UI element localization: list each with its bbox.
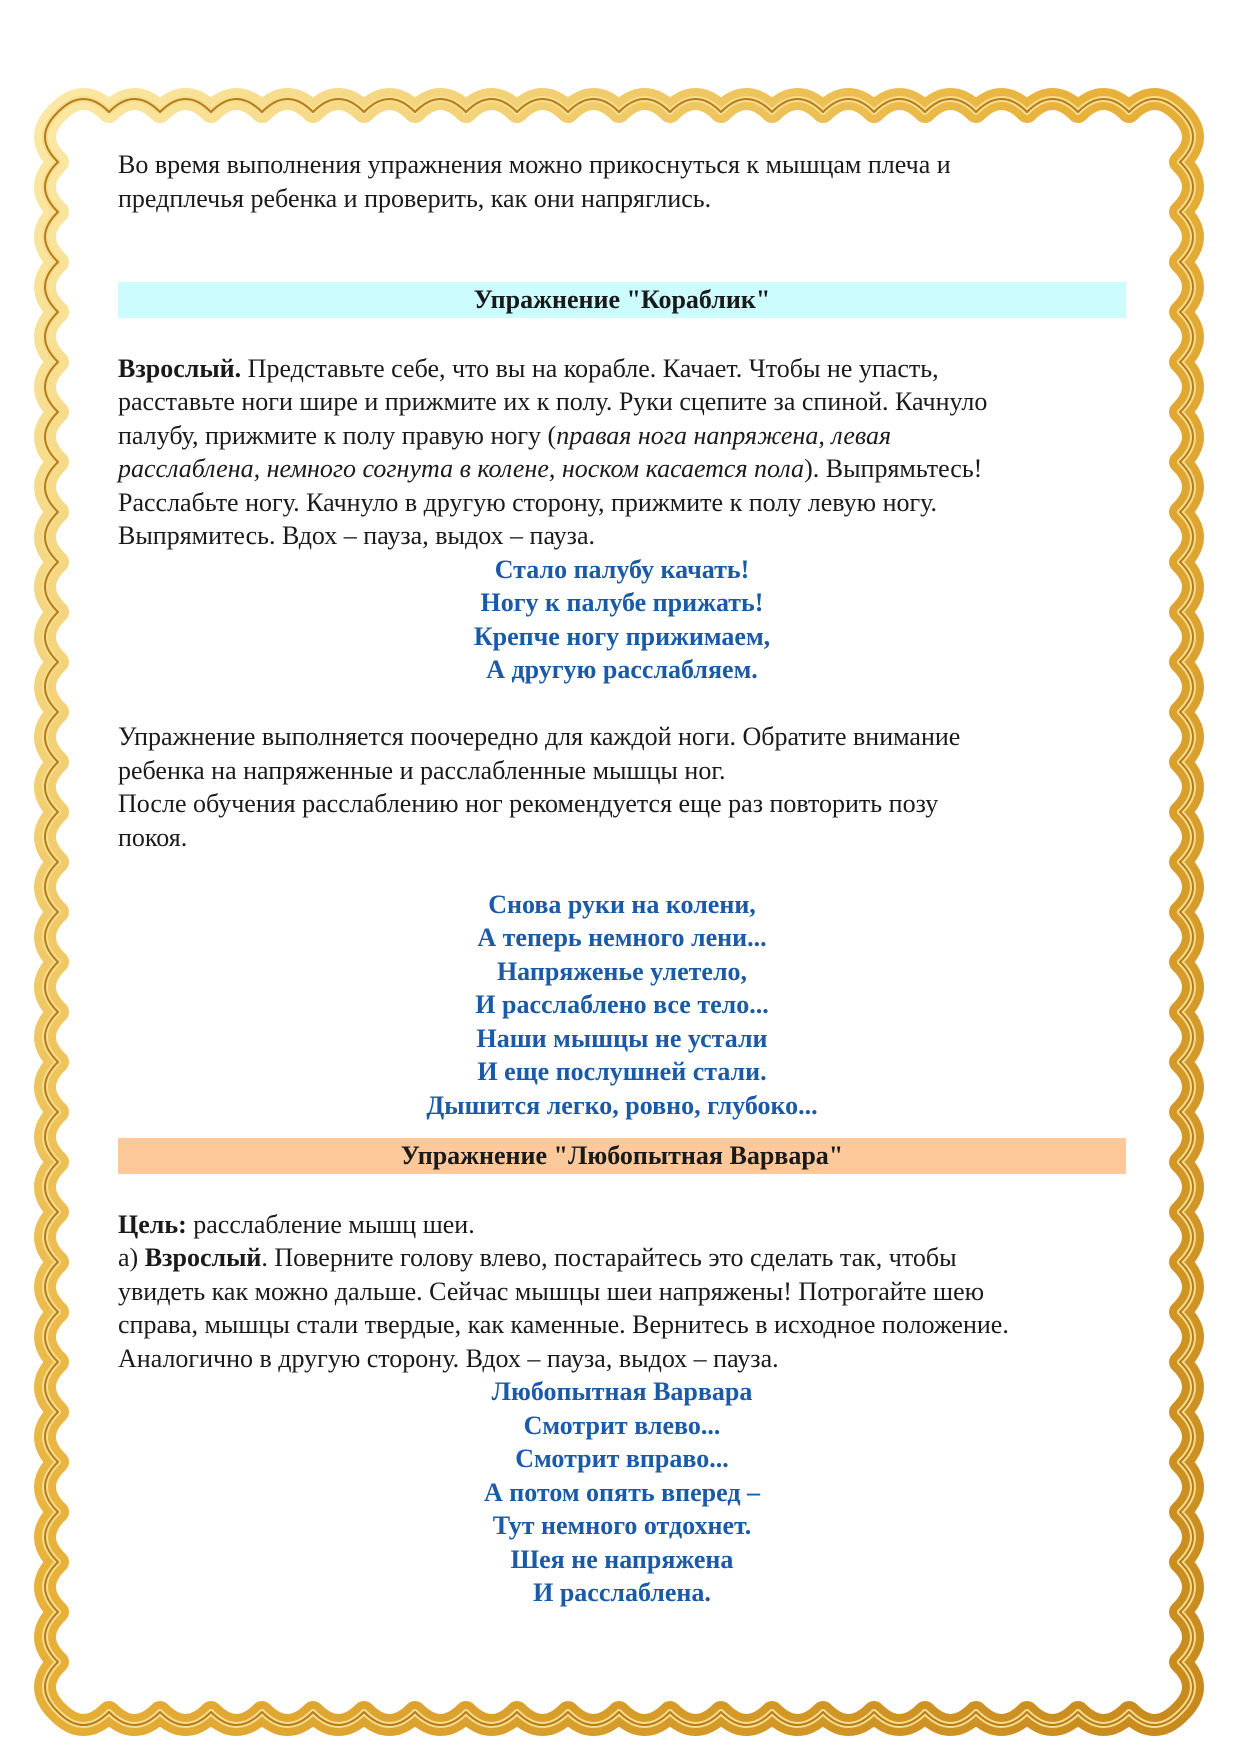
italic-note: расслаблена, немного согнута в колене, носком касается пола [118, 454, 805, 483]
text-span: палубу, прижмите к полу правую ногу ( [118, 420, 557, 450]
poem-line: Смотрит вправо... [515, 1444, 729, 1473]
text-line [118, 1241, 1126, 1275]
text-line [118, 452, 1126, 486]
poem-line: Напряженье улетело, [496, 956, 748, 986]
text-line: Расслабьте ногу. Качнуло в другую сторону, прижмите к полу левую ногу. [118, 487, 938, 517]
text-line: покоя. [118, 822, 188, 852]
page-content [118, 148, 1126, 1610]
poem-line: Крепче ногу прижимаем, [473, 621, 771, 651]
poem-line: А теперь немного лени... [477, 923, 767, 952]
poem-line: И еще послушней стали. [477, 1057, 767, 1086]
text-span: . Поверните голову влево, постарайтесь это сделать так, чтобы [261, 1243, 957, 1272]
poem-line: Стало палубу качать! [494, 554, 750, 584]
poem-varvara [118, 1375, 1126, 1610]
poem-line: Снова руки на колени, [488, 889, 756, 919]
text-line [118, 1208, 1126, 1242]
role-label: Взрослый [144, 1243, 262, 1272]
role-label: Взрослый. [118, 353, 242, 383]
text-span: Представьте себе, что вы на корабле. Качает. Чтобы не упасть, [241, 353, 939, 383]
poem-line: Ногу к палубе прижать! [480, 588, 764, 617]
poem-line: А другую расслабляем. [486, 655, 758, 684]
text-line: расставьте ноги шире и прижмите их к полу. Руки сцепите за спиной. Качнуло [118, 387, 988, 416]
text-line: Во время выполнения упражнения можно прикоснуться к мышцам плеча и [118, 150, 951, 179]
intro-paragraph [118, 148, 1126, 215]
text-line [118, 352, 1126, 386]
poem-line: Смотрит влево... [523, 1410, 721, 1440]
text-span: расслабление мышц шеи. [186, 1209, 475, 1239]
poem-rest-pose [118, 888, 1126, 1123]
exercise-korablik-instructions [118, 352, 1126, 553]
exercise-title-korablik: Упражнение "Кораблик" [118, 282, 1126, 318]
text-line: Выпрямитесь. Вдох – пауза, выдох – пауза. [118, 521, 595, 550]
text-line: справа, мышцы стали твердые, как каменные. Вернитесь в исходное положение. [118, 1310, 1009, 1339]
poem-line: Любопытная Варвара [491, 1377, 753, 1406]
poem-korablik [118, 553, 1126, 687]
text-line: предплечья ребенка и проверить, как они напряглись. [118, 183, 712, 213]
text-line: Аналогично в другую сторону. Вдох – пауза, выдох – пауза. [118, 1343, 779, 1373]
italic-note: правая нога напряжена, левая [556, 420, 892, 450]
text-span: ). Выпрямьтесь! [804, 454, 983, 483]
text-line: ребенка на напряженные и расслабленные мышцы ног. [118, 755, 726, 785]
poem-line: А потом опять вперед – [484, 1477, 760, 1507]
poem-line: И расслаблена. [533, 1578, 711, 1607]
poem-line: Наши мышцы не устали [476, 1023, 768, 1053]
exercise-varvara-instructions [118, 1208, 1126, 1376]
text-line: Упражнение выполняется поочередно для каждой ноги. Обратите внимание [118, 722, 961, 751]
exercise-title-varvara: Упражнение "Любопытная Варвара" [118, 1138, 1126, 1174]
exercise-korablik-notes [118, 720, 1126, 854]
poem-line: Дышится легко, ровно, глубоко... [426, 1090, 818, 1120]
text-span: а) [118, 1243, 145, 1272]
poem-line: Тут немного отдохнет. [492, 1511, 752, 1540]
goal-label: Цель: [118, 1209, 187, 1239]
poem-line: И расслаблено все тело... [475, 990, 769, 1019]
text-line [118, 419, 1126, 453]
text-line: увидеть как можно дальше. Сейчас мышцы шеи напряжены! Потрогайте шею [118, 1276, 985, 1306]
poem-line: Шея не напряжена [510, 1544, 734, 1574]
text-line: После обучения расслаблению ног рекомендуется еще раз повторить позу [118, 789, 939, 818]
